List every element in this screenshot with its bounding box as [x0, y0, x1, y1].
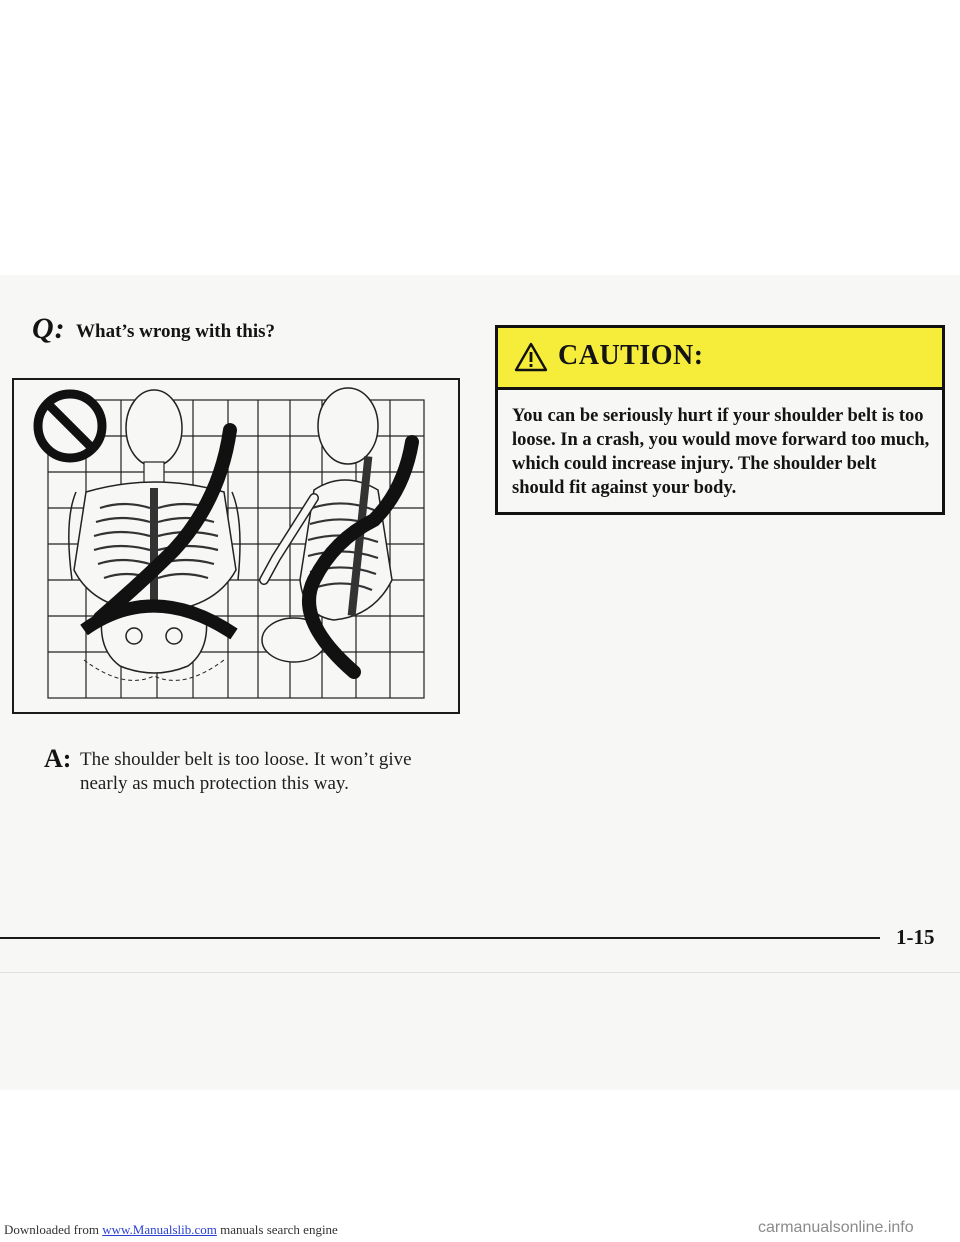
answer-text: The shoulder belt is too loose. It won’t give nearly as much protection this way.: [80, 749, 412, 794]
skeleton-belt-diagram: [14, 380, 458, 712]
watermark-prefix: Downloaded from: [4, 1222, 103, 1237]
faint-rule: [0, 972, 960, 973]
watermark-suffix: manuals search engine: [216, 1222, 338, 1237]
caution-text: You can be seriously hurt if your shoulder belt is too loose. In a crash, you would move forward too much, which could increase injury. The shoulder belt should fit against your body.: [512, 406, 930, 498]
footer-rule: [0, 937, 880, 939]
caution-title: CAUTION:: [558, 340, 704, 371]
download-watermark: [4, 1222, 338, 1238]
seatbelt-illustration: [12, 378, 460, 714]
page-number: 1-15: [896, 925, 935, 949]
answer-label: A:: [44, 744, 72, 773]
warning-triangle-icon: [514, 342, 548, 372]
question-label: Q:: [32, 312, 66, 345]
caution-box: [495, 325, 945, 515]
manualslib-link[interactable]: www.Manualslib.com: [102, 1222, 217, 1237]
question-text: What’s wrong with this?: [76, 321, 275, 342]
caution-header: [498, 328, 942, 390]
no-symbol-icon: [38, 394, 102, 458]
site-watermark: carmanualsonline.info: [758, 1219, 914, 1236]
